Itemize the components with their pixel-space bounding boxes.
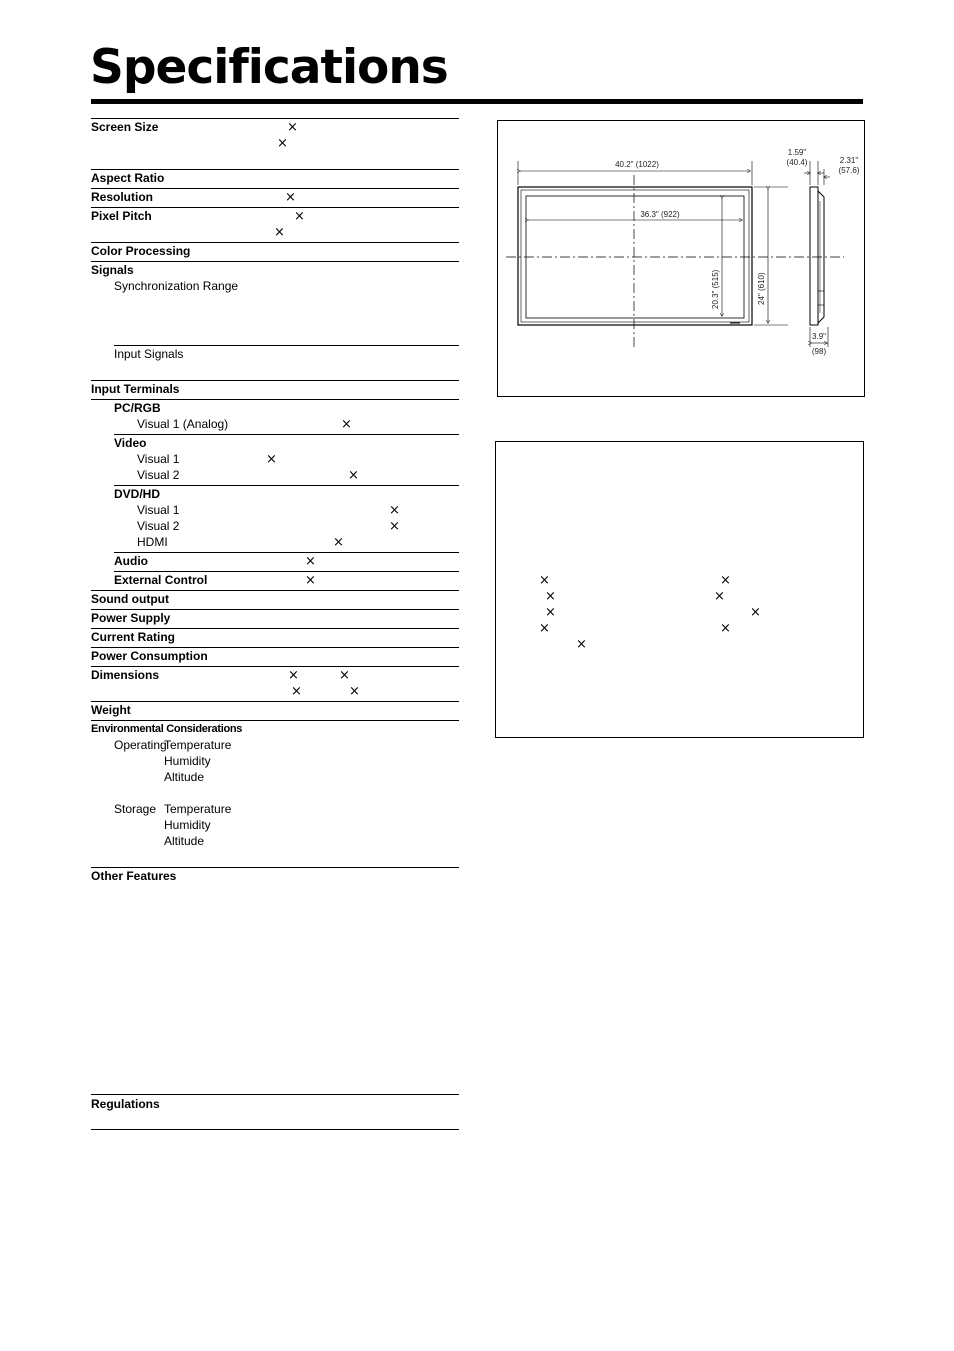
pc-rgb-label: PC/RGB [114,401,161,415]
depth-top-in-label: 1.59" [787,148,807,157]
visual-1-analog-label: Visual 1 (Analog) [137,417,229,431]
divider [91,1094,459,1095]
times-glyph: × [305,554,316,569]
audio-label: Audio [114,554,148,568]
external-control-label: External Control [114,573,208,587]
divider [91,188,459,189]
operating-altitude-label: Altitude [164,770,205,784]
divider [91,628,459,629]
times-glyph: × [274,225,285,240]
divider [114,485,459,486]
times-glyph: × [720,573,731,588]
divider [91,399,459,400]
times-glyph: × [348,468,359,483]
storage-temperature-label: Temperature [164,802,232,816]
times-glyph: × [266,452,277,467]
times-glyph: × [539,621,550,636]
resolution-label: Resolution [91,190,153,204]
page-title: Specifications [90,40,448,95]
times-glyph: × [720,621,731,636]
times-glyph: × [333,535,344,550]
times-glyph: × [341,417,352,432]
overall-width-label: 40.2" (1022) [615,160,659,169]
environmental-considerations-label: Environmental Considerations [91,723,243,735]
storage-altitude-label: Altitude [164,834,205,848]
divider [91,261,459,262]
dvd-visual-1-label: Visual 1 [137,503,180,517]
input-signals-label: Input Signals [114,347,184,361]
times-glyph: × [291,684,302,699]
power-supply-label: Power Supply [91,611,171,625]
power-consumption-label: Power Consumption [91,649,208,663]
times-glyph: × [389,503,400,518]
overall-height-label: 24" (610) [757,272,766,305]
times-glyph: × [714,589,725,604]
screen-height-label: 20.3" (515) [711,269,720,309]
times-glyph: × [389,519,400,534]
divider [91,720,459,721]
times-glyph: × [339,668,350,683]
divider [91,1129,459,1130]
screen-size-label: Screen Size [91,120,159,134]
synchronization-range-label: Synchronization Range [114,279,239,293]
divider [91,242,459,243]
storage-label: Storage [114,802,157,816]
times-glyph: × [288,668,299,683]
divider [91,609,459,610]
times-glyph: × [545,605,556,620]
current-rating-label: Current Rating [91,630,175,644]
divider [114,552,459,553]
depth-side-mm-label: (57.6) [838,166,860,175]
weight-label: Weight [91,703,131,717]
times-glyph: × [349,684,360,699]
divider [91,666,459,667]
divider [91,380,459,381]
divider [114,571,459,572]
pixel-pitch-label: Pixel Pitch [91,209,152,223]
times-glyph: × [305,573,316,588]
times-glyph: × [545,589,556,604]
dimension-drawing-box [497,120,865,397]
divider [91,118,459,119]
storage-humidity-label: Humidity [164,818,211,832]
video-visual-2-label: Visual 2 [137,468,180,482]
signals-label: Signals [91,263,134,277]
screen-width-label: 36.3" (922) [640,210,680,219]
dimensions-label: Dimensions [91,668,160,682]
title-rule [91,99,863,104]
divider [114,345,459,346]
operating-humidity-label: Humidity [164,754,211,768]
hdmi-label: HDMI [137,535,168,549]
times-glyph: × [285,190,296,205]
video-visual-1-label: Visual 1 [137,452,180,466]
times-glyph: × [539,573,550,588]
divider [114,434,459,435]
times-glyph: × [277,136,288,151]
times-glyph: × [287,120,298,135]
divider [91,207,459,208]
depth-bottom-in-label: 3.9" [812,332,826,341]
aspect-ratio-label: Aspect Ratio [91,171,165,185]
dvd-visual-2-label: Visual 2 [137,519,180,533]
divider [91,701,459,702]
depth-side-in-label: 2.31" [839,156,859,165]
color-processing-label: Color Processing [91,244,191,258]
regulations-label: Regulations [91,1097,160,1111]
sound-output-label: Sound output [91,592,169,606]
operating-label: Operating [114,738,167,752]
operating-temperature-label: Temperature [164,738,232,752]
divider [91,647,459,648]
divider [91,169,459,170]
depth-top-mm-label: (40.4) [786,158,808,167]
divider [91,590,459,591]
video-label: Video [114,436,147,450]
divider [91,867,459,868]
dimension-drawing [498,121,864,396]
dvd-hd-label: DVD/HD [114,487,161,501]
times-glyph: × [750,605,761,620]
input-terminals-label: Input Terminals [91,382,180,396]
times-glyph: × [576,637,587,652]
times-glyph: × [294,209,305,224]
depth-bottom-mm-label: (98) [811,347,827,356]
other-features-label: Other Features [91,869,177,883]
